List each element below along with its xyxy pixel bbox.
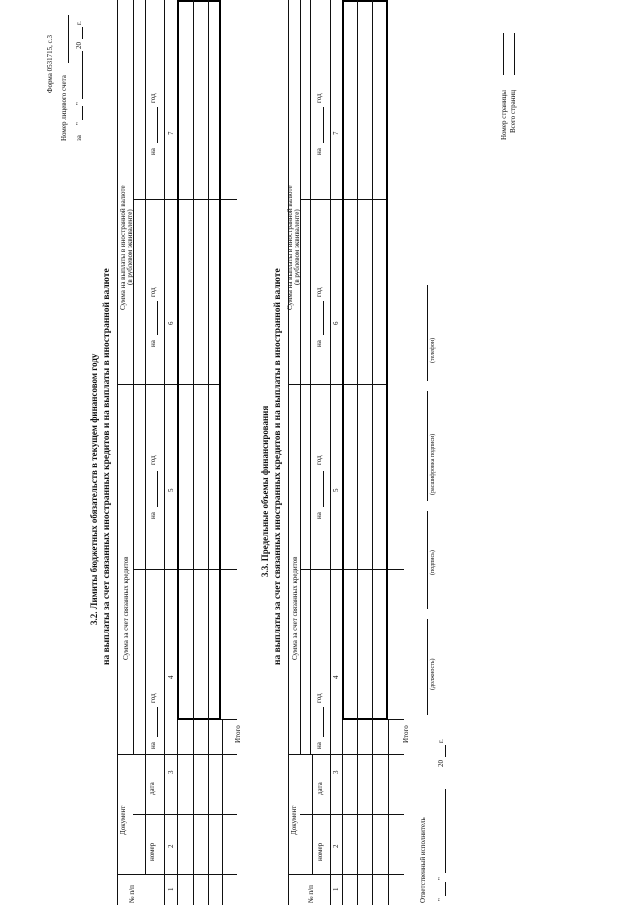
t1-god-5: год	[149, 455, 157, 465]
total-pages-line	[514, 33, 515, 75]
responsible-label: Ответственный исполнитель	[419, 817, 427, 903]
year-line	[82, 27, 83, 39]
t1-na-7: на	[149, 148, 157, 155]
date-quote-open: "	[75, 122, 83, 125]
t2-col-sum-fx: Сумма на выплаты в иностранной валюте	[286, 185, 294, 310]
t1-na-6: на	[149, 340, 157, 347]
t2-idx-7: 7	[332, 131, 340, 135]
month-line	[82, 51, 83, 99]
t2-col-document: Документ	[290, 805, 298, 835]
total-pages-label: Всего страниц	[509, 89, 517, 133]
t1-idx-7: 7	[167, 131, 175, 135]
t1-col-date: дата	[148, 782, 156, 795]
position-line	[427, 619, 428, 715]
page-number-label: Номер страницы	[500, 89, 508, 140]
t2-na-4: на	[315, 742, 323, 749]
section2-title: 3.3. Предельные объемы финансирования	[260, 405, 270, 577]
date-za: за	[75, 135, 83, 141]
t1-idx-1: 1	[167, 887, 175, 891]
t1-col-sum-credits: Сумма за счет связанных кредитов	[122, 556, 130, 660]
t2-idx-6: 6	[332, 321, 340, 325]
table-2-data-area	[342, 0, 388, 720]
date-year-suffix: г.	[75, 21, 83, 25]
phone-caption: (телефон)	[430, 337, 436, 363]
t2-total: Итого	[402, 725, 410, 743]
t1-god-7: год	[149, 93, 157, 103]
footer-quote-close: "	[437, 877, 445, 880]
footer-day-line	[445, 882, 446, 896]
footer-year-prefix: 20	[437, 760, 445, 767]
t1-col-document: Документ	[119, 805, 127, 835]
page-number-line	[503, 33, 504, 75]
t1-idx-4: 4	[167, 675, 175, 679]
t2-god-7: год	[315, 93, 323, 103]
t2-god-6: год	[315, 287, 323, 297]
position-caption: (должность)	[430, 658, 436, 690]
t1-col-sum-fx: Сумма на выплаты в иностранной валюте	[119, 185, 127, 310]
date-year-prefix: 20	[75, 42, 83, 49]
section1-subtitle: на выплаты за счет связанных иностранных кредитов и на выплаты в иностранной валюте	[102, 268, 112, 665]
date-quote-close: "	[75, 102, 83, 105]
t2-idx-5: 5	[332, 488, 340, 492]
decoded-signature-line	[427, 391, 428, 501]
t1-col-num: № п/п	[128, 885, 136, 903]
t2-col-num: № п/п	[307, 885, 315, 903]
phone-line	[427, 285, 428, 381]
t2-idx-3: 3	[332, 770, 340, 774]
footer-year-line	[445, 745, 446, 757]
t2-na-6: на	[315, 340, 323, 347]
form-code: Форма 0531715, с.3	[46, 34, 54, 93]
t1-total: Итого	[234, 725, 242, 743]
t2-col-number: номер	[316, 842, 324, 861]
t1-col-number: номер	[148, 842, 156, 861]
t2-na-5: на	[315, 512, 323, 519]
t1-idx-3: 3	[167, 770, 175, 774]
signature-line	[427, 511, 428, 609]
t1-na-4: на	[149, 742, 157, 749]
t2-idx-1: 1	[332, 887, 340, 891]
account-label: Номер лицевого счета	[60, 75, 68, 141]
t1-god-6: год	[149, 287, 157, 297]
t1-col-sum-fx-note: (в рублевом эквиваленте)	[126, 209, 134, 285]
t2-col-date: дата	[316, 782, 324, 795]
t2-na-7: на	[315, 148, 323, 155]
t1-na-5: на	[149, 512, 157, 519]
t1-idx-6: 6	[167, 321, 175, 325]
footer-month-line	[445, 789, 446, 873]
signature-caption: (подпись)	[430, 550, 436, 575]
t1-idx-5: 5	[167, 488, 175, 492]
t2-col-sum-fx-note: (в рублевом эквиваленте)	[293, 209, 301, 285]
t2-idx-2: 2	[332, 844, 340, 848]
t2-col-sum-credits: Сумма за счет связанных кредитов	[291, 556, 299, 660]
section1-title: 3.2. Лимиты бюджетных обязательств в текущем финансовом году	[89, 353, 99, 625]
decoded-signature-caption: (расшифровка подписи)	[430, 433, 436, 495]
section2-subtitle: на выплаты за счет связанных иностранных кредитов и на выплаты в иностранной валюте	[273, 268, 283, 665]
table-1-data-area	[177, 0, 221, 720]
t2-god-5: год	[315, 455, 323, 465]
account-line	[68, 15, 69, 63]
t2-god-4: год	[315, 693, 323, 703]
t1-god-4: год	[149, 693, 157, 703]
footer-quote-open: "	[437, 898, 445, 901]
t2-idx-4: 4	[332, 675, 340, 679]
footer-year-suffix: г.	[437, 739, 445, 743]
t1-idx-2: 2	[167, 844, 175, 848]
day-line	[82, 106, 83, 120]
